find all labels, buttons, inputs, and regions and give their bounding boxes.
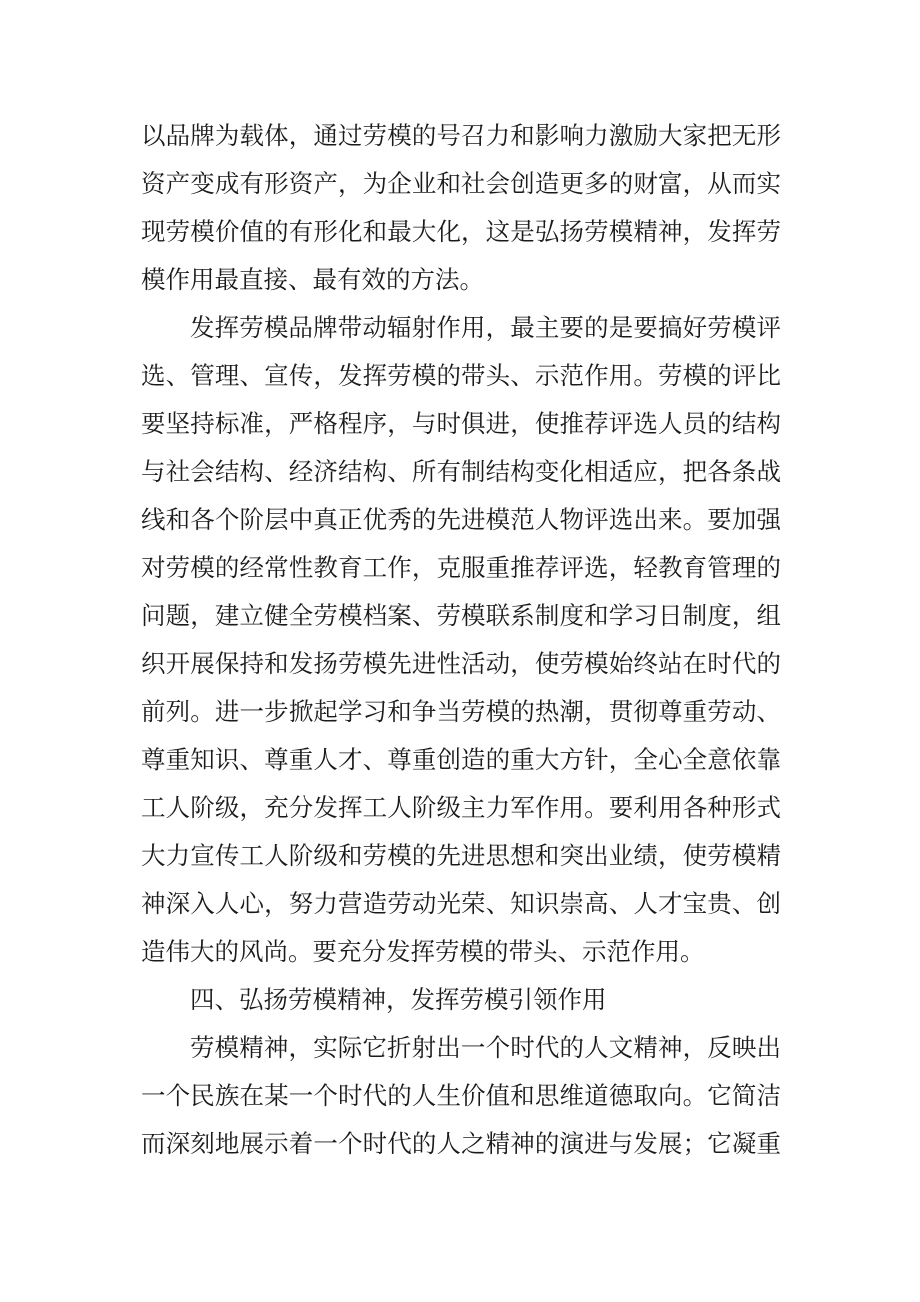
paragraph-first-line: 发挥劳模品牌带动辐射作用，最主要的是要搞好劳模评 — [190, 313, 781, 342]
text-line: 与社会结构、经济结构、所有制结构变化相适应，把各条战 — [141, 457, 781, 486]
text-line: 神深入人心，努力营造劳动光荣、知识崇高、人才宝贵、创 — [141, 889, 781, 918]
section-heading: 四、弘扬劳模精神，发挥劳模引领作用 — [190, 985, 607, 1014]
text-line: 一个民族在某一个时代的人生价值和思维道德取向。它简洁 — [141, 1081, 781, 1110]
text-line: 现劳模价值的有形化和最大化，这是弘扬劳模精神，发挥劳 — [141, 217, 781, 246]
text-line: 织开展保持和发扬劳模先进性活动，使劳模始终站在时代的 — [141, 649, 781, 678]
text-line: 资产变成有形资产，为企业和社会创造更多的财富，从而实 — [141, 169, 781, 198]
text-line: 对劳模的经常性教育工作，克服重推荐评选，轻教育管理的 — [141, 553, 781, 582]
text-line: 工人阶级，充分发挥工人阶级主力军作用。要利用各种形式 — [141, 793, 781, 822]
text-line: 尊重知识、尊重人才、尊重创造的重大方针，全心全意依靠 — [141, 745, 781, 774]
paragraph-first-line: 劳模精神，实际它折射出一个时代的人文精神，反映出 — [190, 1033, 781, 1062]
text-line: 大力宣传工人阶级和劳模的先进思想和突出业绩，使劳模精 — [141, 841, 781, 870]
text-line: 模作用最直接、最有效的方法。 — [141, 265, 484, 294]
text-line: 问题，建立健全劳模档案、劳模联系制度和学习日制度，组 — [141, 601, 781, 630]
text-line: 以品牌为载体，通过劳模的号召力和影响力激励大家把无形 — [141, 121, 781, 150]
text-line: 线和各个阶层中真正优秀的先进模范人物评选出来。要加强 — [141, 505, 781, 534]
text-line: 而深刻地展示着一个时代的人之精神的演进与发展；它凝重 — [141, 1129, 781, 1158]
text-line: 造伟大的风尚。要充分发挥劳模的带头、示范作用。 — [141, 937, 705, 966]
body-text — [141, 112, 781, 1168]
text-line: 前列。进一步掀起学习和争当劳模的热潮，贯彻尊重劳动、 — [141, 697, 781, 726]
text-line: 选、管理、宣传，发挥劳模的带头、示范作用。劳模的评比 — [141, 361, 781, 390]
text-line: 要坚持标准，严格程序，与时俱进，使推荐评选人员的结构 — [141, 409, 781, 438]
